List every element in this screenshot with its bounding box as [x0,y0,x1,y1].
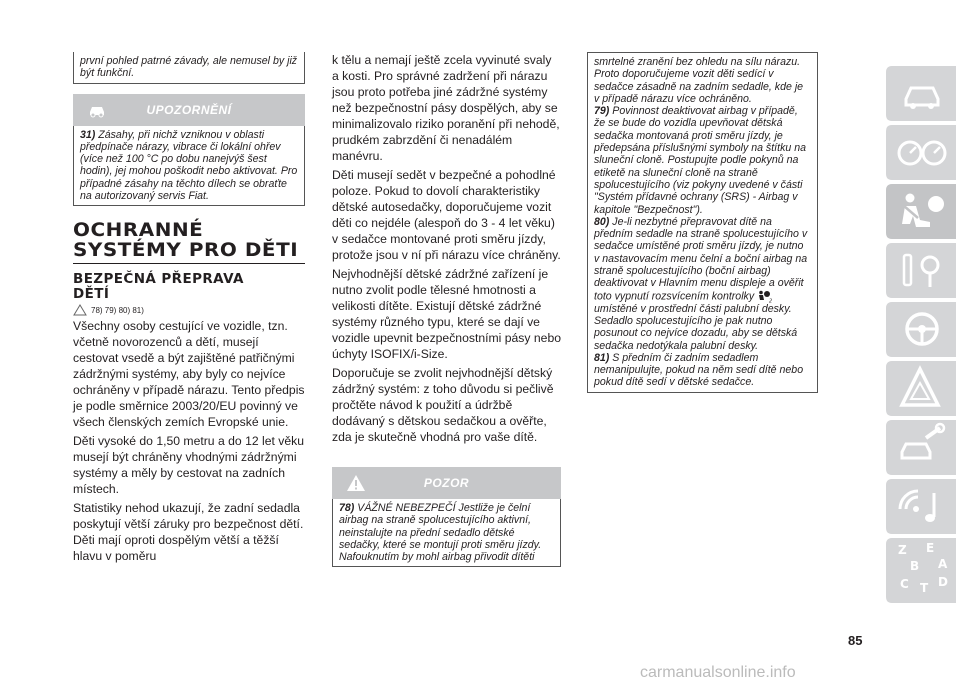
warning-ref-icon [73,304,87,316]
note-references [73,304,305,316]
paragraph-1: Všechny osoby cestující ve vozidle, tzn. včetně novorozenců a dětí, musejí cestovat vsedě a být zajištěné patřičnými zádržnými systémy, aby byly co nejvíce ochráněny v případě nárazu. Tento předpis je podle směrnice 2003/20/EU povinný ve všech členských zemích Evropské unie. [73,319,305,430]
caution-label: POZOR [423,476,470,490]
tab-car[interactable] [886,66,956,121]
note-78-number: 78) [339,502,355,514]
subsection-title-line-1: BEZPEČNÁ PŘEPRAVA [73,271,244,288]
note-78-continued: smrtelné zranění bez ohledu na sílu nárazu. Proto doporučujeme vozit děti sedící v sedačce zásadně na zadním sedadle, kde je v případě nárazu více ochráněno. [594,56,804,105]
svg-text:2: 2 [769,298,773,303]
subsection-title [73,272,305,302]
paragraph-4: k tělu a nemají ještě zcela vyvinuté svaly a kosti. Pro správné zadržení při nárazu jsou proto potřeba jiné zádržné systémy než bezpečnostní pásy dospělých, aby se minimalizovalo riziko poranění při nehodě, prudkém zabrzdění či nenadálém manévru. [332,53,560,163]
tab-starting[interactable] [886,243,956,298]
continued-note-text: první pohled patrné závady, ale nemusel by již být funkční. [80,55,298,80]
warning-triangle-icon [886,361,956,416]
index-letter: D [938,575,948,589]
footer-watermark: carmanualsonline.info [640,664,796,681]
note-80-number: 80) [594,215,610,228]
tab-dashboard[interactable] [886,125,956,180]
warning-label: UPOZORNĚNÍ [146,102,232,117]
note-80-text-a: Je-li nezbytné přepravovat dítě na předním sedadle na straně spolucestujícího v sedačce umístěné proti směru jízdy, je nutno v nastavovacím menu čelní a boční airbag na straně spolucestujícího (boční airbag) deaktivovat v Hlavním menu displeje a ověřit toto vypnutí rozsvícením kontrolky [594,215,808,302]
key-icon [886,243,956,298]
tab-maintenance[interactable] [886,420,956,475]
tab-emergency[interactable] [886,361,956,416]
note-references-text: 78) 79) 80) 81) [91,305,144,315]
gauge-icon [886,125,956,180]
note-81-number: 81) [594,351,610,364]
note-81-text: S předním či zadním sedadlem nemanipulujte, pokud na něm sedí dítě nebo pokud dítě sedí v dětské sedačce. [594,351,804,389]
airbag-off-indicator-icon [757,290,773,303]
steering-wheel-icon [886,302,956,357]
section-title-line-2: SYSTÉMY PRO DĚTI [73,239,299,262]
subsection-title-line-2: DĚTÍ [73,286,110,303]
note-79-number: 79) [594,105,610,118]
seatbelt-airbag-icon [886,184,956,239]
index-letter: A [938,557,948,571]
tab-driving[interactable] [886,302,956,357]
notes-box [587,52,818,393]
page-number: 85 [848,633,863,648]
column-3 [587,52,818,393]
continued-note-box [73,52,305,84]
caution-bar [332,467,561,499]
section-title-line-1: OCHRANNÉ [73,219,204,242]
wrench-car-icon [886,420,956,475]
note-78-text: VÁŽNÉ NEBEZPEČÍ Jestliže je čelní airbag na straně spolucestujícího aktivní, neinstalujte na přední sedadlo dětské sedačky, které se montují proti směru jízdy. Nafouknutím by mohl airbag přivodit dítěti [339,502,542,564]
index-letter: E [926,541,935,555]
index-letter: B [910,559,920,573]
index-letter: T [920,581,929,595]
tab-safety[interactable] [886,184,956,239]
chapter-sidebar [858,0,960,683]
index-letter: Z [898,543,907,557]
tab-multimedia[interactable] [886,479,956,534]
note-78-box [332,499,561,567]
alphabet-index-icon [886,538,956,603]
note-80-text-b: umístěné v prostřední části palubní desky. Sedadlo spolucestujícího je pak nutno posunout co nejvíce dozadu, aby se dětská sedačka nedotýkala palubní desky. [594,302,798,352]
note-79-text: Povinnost deaktivovat airbag v případě, že se bude do vozidla upevňovat dětská sedačka montovaná proti směru jízdy, je předepsána příslušnými symboly na štítku na sluneční cloně. Postupujte podle pokynů na etiketě na sluneční cloně na straně spolucestujícího (viz pokyny uvedené v části "Systém přídavné ochrany (SRS) - Airbag v kapitole "Bezpečnost"). [594,105,806,216]
paragraph-2: Děti vysoké do 1,50 metru a do 12 let věku musejí být chráněny vhodnými zádržnými systémy a měly by cestovat na zadních místech. [73,434,305,497]
note-31-text: Zásahy, při nichž vzniknou v oblasti předpínače nárazy, vibrace či lokální ohřev (více než 100 °C po dobu nanejvýš šest hodin), jej mohou poškodit nebo aktivovat. Pro případné zásahy na těchto dílech se obraťte na autorizovaný servis Fiat. [80,128,298,203]
paragraph-3: Statistiky nehod ukazují, že zadní sedadla poskytují větší záruky pro bezpečnost dětí. Děti mají oproti dospělým větší a těžší hlavu v poměru [73,501,304,564]
column-1 [73,52,305,567]
section-title [73,220,317,260]
tab-index[interactable] [886,538,956,593]
title-divider [73,263,305,264]
car-icon [886,66,956,121]
column-2 [332,52,561,567]
wifi-music-icon [886,479,956,534]
index-letter: C [900,577,909,591]
note-31-box [73,126,305,207]
paragraph-6: Nejvhodnější dětské zádržné zařízení je nutno zvolit podle tělesné hmotnosti a velikosti dítěte. Existují dětské zádržné systémy různého typu, které se dají ve vozidle upevnit bezpečnostními pásy nebo úchyty ISOFIX/i-Size. [332,267,561,361]
warning-bar [73,94,305,126]
paragraph-7: Doporučuje se zvolit nejvhodnější dětský zádržný systém: z toho důvodu si pečlivě pročtěte návod k použití a údržbě dodávaný s dětskou sedačkou a ověřte, zda je skutečně vhodná pro vaše dítě. [332,366,554,444]
note-31-number: 31) [80,128,96,141]
paragraph-5: Děti musejí sedět v bezpečné a pohodlné poloze. Pokud to dovolí charakteristiky dětské autosedačky, doporučujeme vozit děti co nejdéle (alespoň do 3 - 4 let věku) v sedačce montované proti směru jízdy, protože jsou v ní při nárazu více chráněny. [332,168,561,262]
